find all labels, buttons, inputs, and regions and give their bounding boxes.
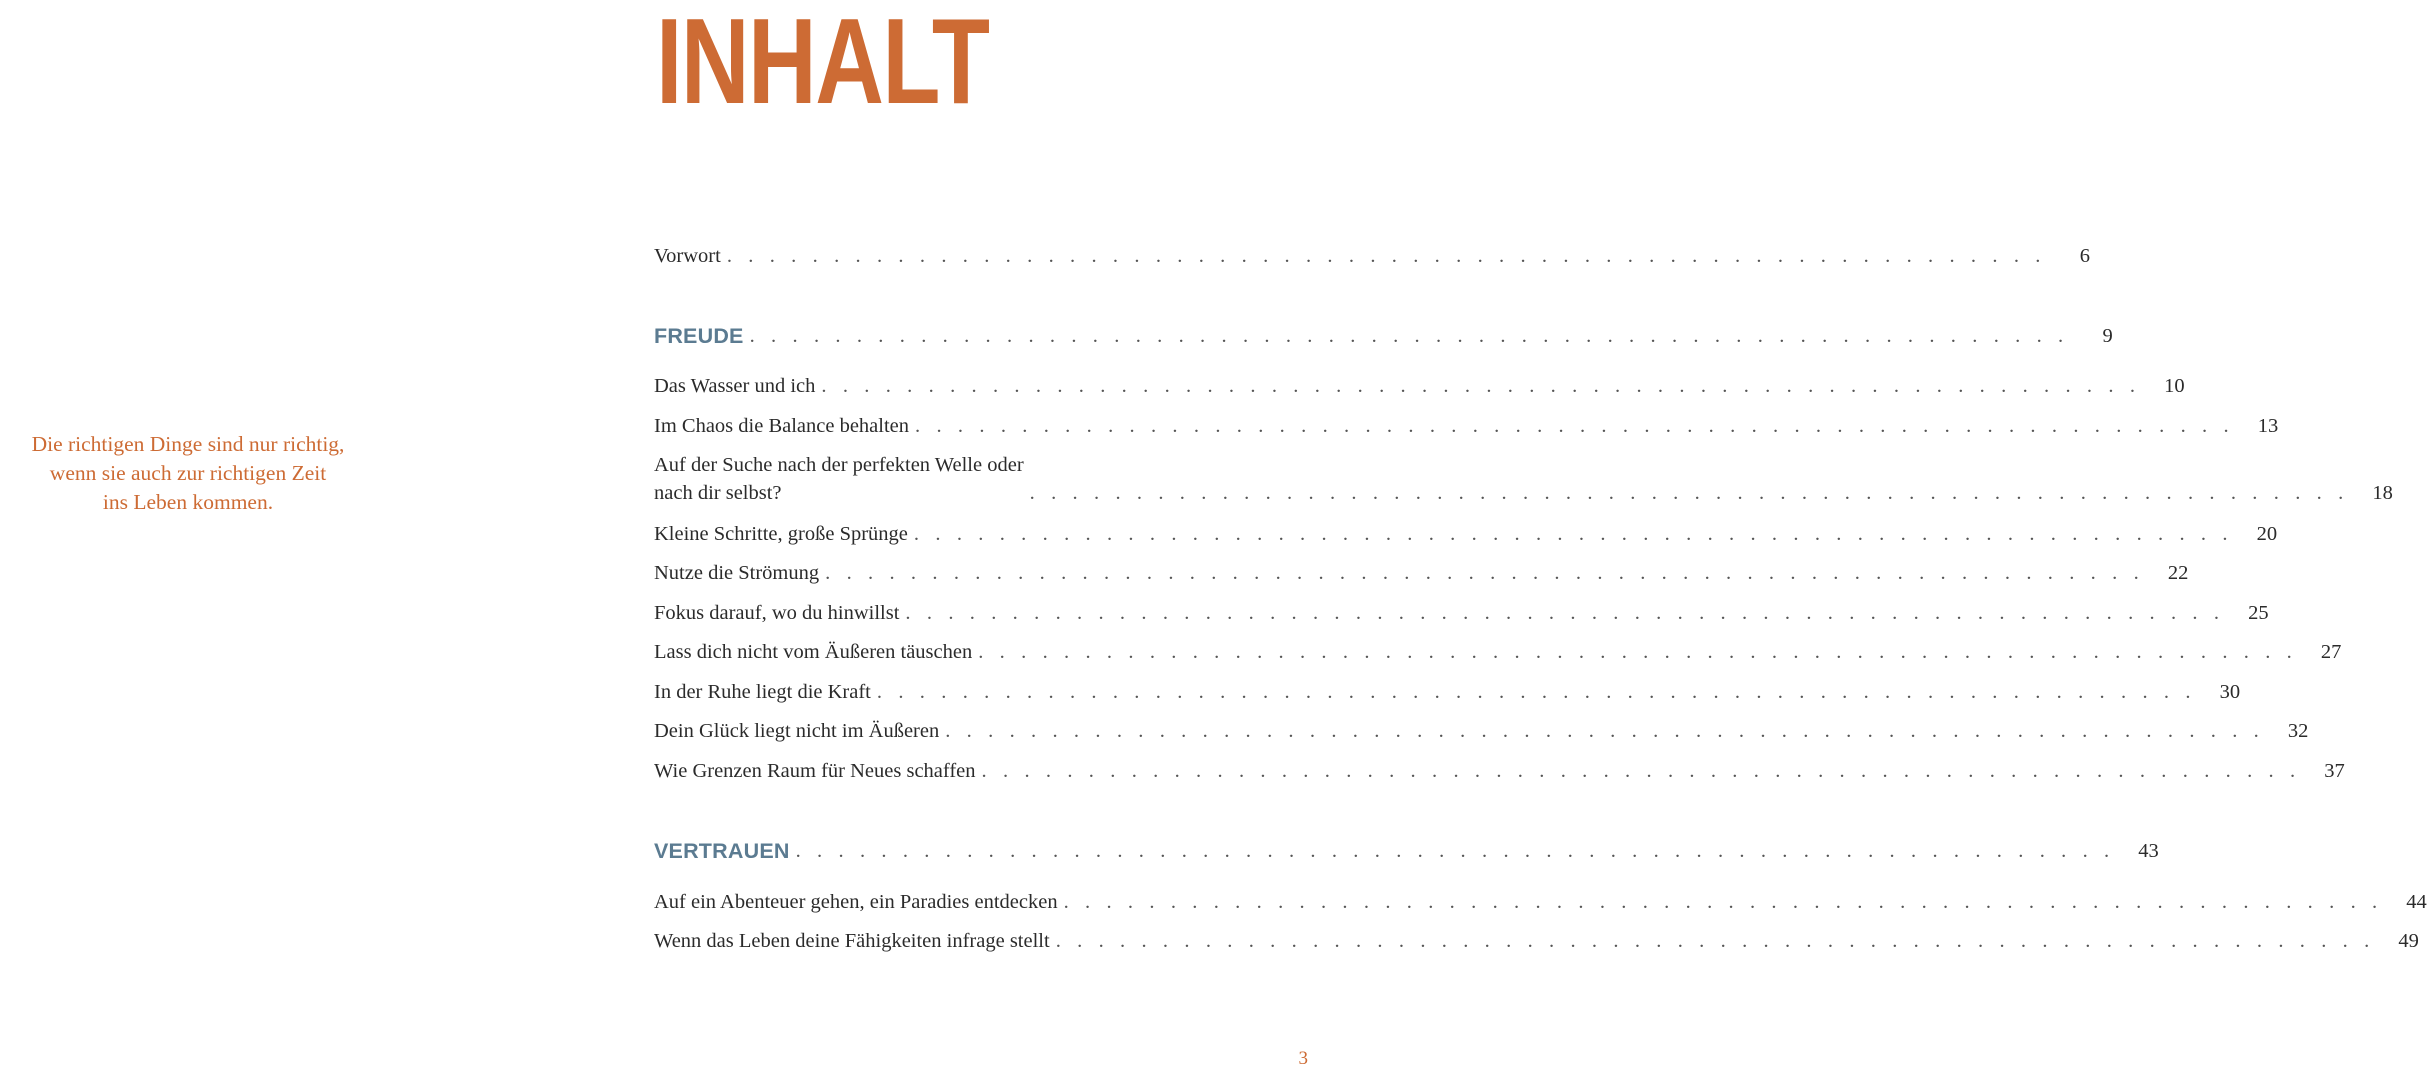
toc-page-number: 27 [2320, 641, 2342, 663]
toc-page-number: 9 [2102, 325, 2113, 347]
dot-leader: . . . . . . . . . . . . . . . . . . . . . . . . . . . . . . . . . . . . . . . . . . . . . . . . . . . . . . . . . . . . . . [1029, 482, 2349, 504]
toc-entry[interactable] [654, 559, 2189, 587]
toc-entry[interactable] [654, 717, 2309, 745]
toc-page-number: 20 [2256, 523, 2278, 545]
epigraph-quote [0, 430, 376, 517]
toc-entry[interactable] [654, 372, 2185, 400]
dot-leader: . . . . . . . . . . . . . . . . . . . . . . . . . . . . . . . . . . . . . . . . . . . . . . . . . . . . . . . . . . . . . . [915, 415, 2235, 437]
toc-entry[interactable] [654, 757, 2345, 785]
dot-leader: . . . . . . . . . . . . . . . . . . . . . . . . . . . . . . . . . . . . . . . . . . . . . . . . . . . . . . . . . . . . . . [876, 681, 2197, 703]
toc-entry-title-line: nach dir selbst? [654, 482, 782, 504]
page-title: INHALT [656, 0, 989, 129]
toc-section-title: FREUDE [654, 324, 744, 348]
toc-entry[interactable] [654, 888, 2427, 916]
toc-section-freude[interactable] [654, 322, 2113, 350]
toc-entry[interactable] [654, 520, 2278, 548]
toc-entry-title [654, 451, 1024, 507]
toc-page-number: 49 [2398, 930, 2419, 952]
toc-entry[interactable] [654, 678, 2241, 706]
dot-leader: . . . . . . . . . . . . . . . . . . . . . . . . . . . . . . . . . . . . . . . . . . . . . . . . . . . . . . . . . . . . . . [749, 325, 2069, 347]
toc-entry-title: Vorwort [654, 245, 721, 267]
toc-section-title: VERTRAUEN [654, 839, 790, 863]
toc-entry[interactable] [654, 927, 2419, 955]
toc-entry-title: Auf ein Abenteuer gehen, ein Paradies entdecken [654, 891, 1058, 913]
dot-leader: . . . . . . . . . . . . . . . . . . . . . . . . . . . . . . . . . . . . . . . . . . . . . . . . . . . . . . . . . . . . . . [795, 840, 2115, 862]
toc-entry-title: Das Wasser und ich [654, 375, 816, 397]
dot-leader: . . . . . . . . . . . . . . . . . . . . . . . . . . . . . . . . . . . . . . . . . . . . . . . . . . . . . . . . . . . . . . [978, 641, 2298, 663]
toc-page-number: 43 [2138, 840, 2159, 862]
toc-page-number: 37 [2324, 760, 2345, 782]
toc-entry[interactable] [654, 412, 2279, 440]
toc-entry-title: Wenn das Leben deine Fähigkeiten infrage stellt [654, 930, 1050, 952]
toc-entry-title: Nutze die Strömung [654, 562, 820, 584]
toc-entry[interactable] [654, 451, 2393, 507]
dot-leader: . . . . . . . . . . . . . . . . . . . . . . . . . . . . . . . . . . . . . . . . . . . . . . . . . . . . . . . . . . . . . . [821, 375, 2141, 397]
toc-page-number: 18 [2372, 482, 2393, 504]
toc-page-number: 44 [2406, 891, 2427, 913]
quote-line: ins Leben kommen. [102, 490, 274, 514]
toc-entry-vorwort[interactable] [654, 242, 2091, 270]
dot-leader: . . . . . . . . . . . . . . . . . . . . . . . . . . . . . . . . . . . . . . . . . . . . . . . . . . . . . . . . . . . . . . [825, 562, 2145, 584]
toc-entry-title-line: Auf der Suche nach der perfekten Welle oder [654, 454, 1024, 476]
toc-page-number: 32 [2287, 720, 2309, 742]
toc-entry-title: Lass dich nicht vom Äußeren täuschen [654, 641, 973, 663]
toc-section-vertrauen[interactable] [654, 837, 2159, 865]
toc-entry[interactable] [654, 599, 2269, 627]
toc-page-number: 6 [2079, 245, 2091, 267]
toc-entry-title: In der Ruhe liegt die Kraft [654, 681, 871, 703]
dot-leader: . . . . . . . . . . . . . . . . . . . . . . . . . . . . . . . . . . . . . . . . . . . . . . . . . . . . . . . . . . . . . . [913, 523, 2234, 545]
dot-leader: . . . . . . . . . . . . . . . . . . . . . . . . . . . . . . . . . . . . . . . . . . . . . . . . . . . . . . . . . . . . . . [905, 602, 2225, 624]
toc-entry-title: Dein Glück liegt nicht im Äußeren [654, 720, 940, 742]
toc-page-number: 30 [2219, 681, 2241, 703]
toc-page-number: 10 [2164, 375, 2185, 397]
toc-entry[interactable] [654, 638, 2342, 666]
dot-leader: . . . . . . . . . . . . . . . . . . . . . . . . . . . . . . . . . . . . . . . . . . . . . . . . . . . . . . . . . . . . . . [981, 760, 2301, 782]
toc-entry-title: Wie Grenzen Raum für Neues schaffen [654, 760, 976, 782]
dot-leader: . . . . . . . . . . . . . . . . . . . . . . . . . . . . . . . . . . . . . . . . . . . . . . . . . . . . . . . . . . . . . . [945, 720, 2265, 742]
toc-page-number: 13 [2257, 415, 2279, 437]
quote-line: wenn sie auch zur richtigen Zeit [49, 461, 327, 485]
dot-leader: . . . . . . . . . . . . . . . . . . . . . . . . . . . . . . . . . . . . . . . . . . . . . . . . . . . . . . . . . . . . . . [1063, 891, 2383, 913]
toc-entry-title: Fokus darauf, wo du hinwillst [654, 602, 900, 624]
toc-page-number: 22 [2167, 562, 2189, 584]
toc-entry-title: Kleine Schritte, große Sprünge [654, 523, 908, 545]
page-number-folio: 3 [1298, 1048, 1308, 1069]
dot-leader: . . . . . . . . . . . . . . . . . . . . . . . . . . . . . . . . . . . . . . . . . . . . . . . . . . . . . . . . . . . . . . [726, 245, 2047, 267]
dot-leader: . . . . . . . . . . . . . . . . . . . . . . . . . . . . . . . . . . . . . . . . . . . . . . . . . . . . . . . . . . . . . . [1055, 930, 2375, 952]
toc-page-number: 25 [2248, 602, 2269, 624]
quote-line: Die richtigen Dinge sind nur richtig, [31, 432, 345, 456]
toc-entry-title: Im Chaos die Balance behalten [654, 415, 910, 437]
